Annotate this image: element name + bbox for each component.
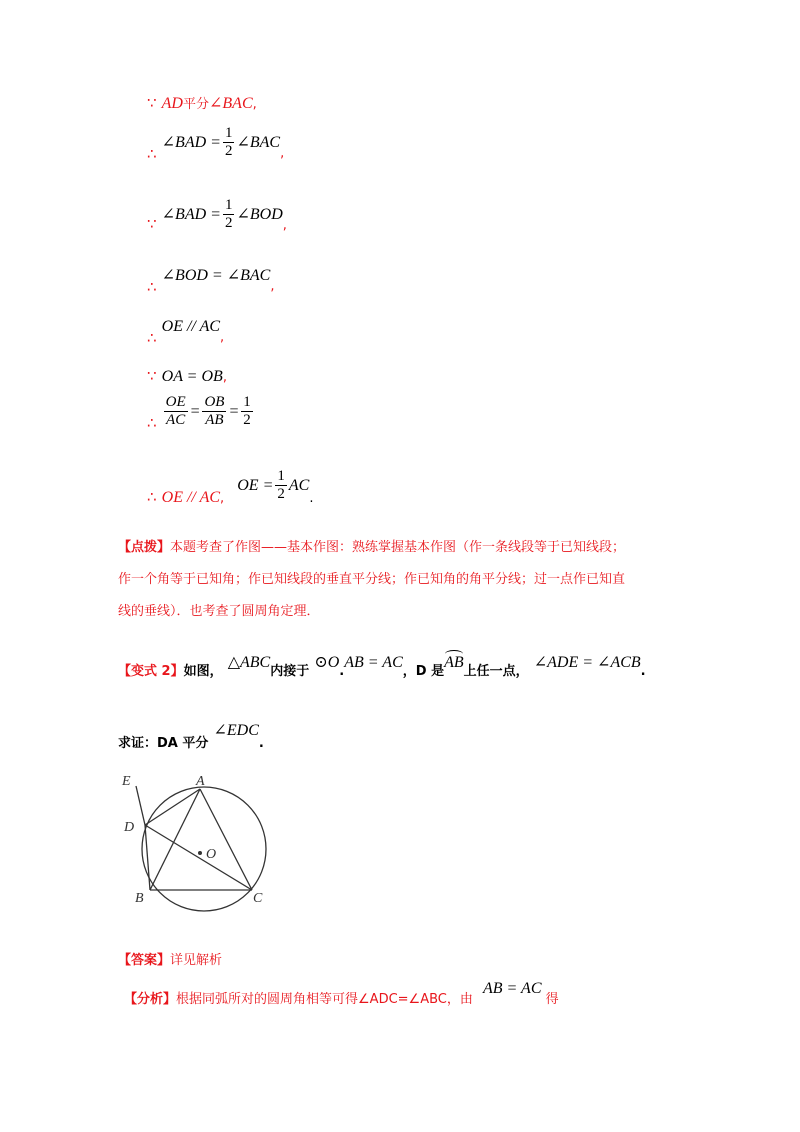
label-e: E: [122, 774, 131, 789]
fraction: $\frac{1}{2}$: [224, 125, 233, 159]
fraction: $\frac{OE}{AC}$: [165, 394, 186, 428]
line-db: [145, 825, 150, 890]
proof-step-3: ∵ ∠BAD = $\frac{1}{2}$ $\angle BOD_,$: [147, 197, 287, 233]
proof-step-4: ∴ ∠BOD = $\angle BAC_,$: [147, 267, 275, 296]
fraction: $\frac{1}{2}$: [243, 394, 251, 428]
answer-line: 【答案】详见解析: [118, 953, 223, 968]
comment-block: [118, 532, 625, 628]
label-d: D: [124, 820, 135, 835]
proof-step-1: ∵ AD平分∠BAC,: [147, 94, 257, 112]
analysis-line: 【分析】根据同弧所对的圆周角相等可得∠ADC=∠ABC，由 AB = AC 得: [124, 980, 559, 1007]
geometry-figure: [112, 768, 272, 918]
comment-line-2: 作一个角等于已知角；作已知线段的垂直平分线；作已知角的角平分线；过一点作已知直: [118, 572, 626, 587]
line-ed: [136, 786, 145, 825]
line-ab: [150, 789, 200, 890]
variant-problem: 【变式 2】如图， △ABC内接于 ⊙O.AB = AC，D 是AB上任一点， ∠ADE = ∠ACB.: [118, 654, 646, 679]
proof-step-7: ∴ $\frac{OE}{AC}$ = $\frac{OB}{AB}$ = $\frac{1}{2}$: [147, 394, 251, 432]
proof-step-8: ∴ OE // $AC_,$ OE = $\frac{1}{2}$ $AC_.$: [147, 468, 314, 506]
circle-o: [142, 787, 266, 911]
proof-step-2: ∴ ∠BAD = $\frac{1}{2}$ $\angle BAC_,$: [147, 125, 285, 163]
fraction: $\frac{1}{2}$: [224, 197, 233, 231]
proof-step-5: ∴ OE // $AC_,$: [147, 318, 225, 347]
label-c: C: [253, 891, 263, 906]
proof-step-6: ∵ OA = OB,: [147, 367, 227, 385]
arc-ab: AB: [444, 654, 464, 671]
comment-line-3: 线的垂线）．也考查了圆周角定理．: [118, 604, 320, 619]
center-point: [198, 851, 202, 855]
prove-statement: $_{求证:DA 平分}$ $\angle EDC_.$: [118, 722, 264, 751]
label-b: B: [135, 891, 144, 906]
label-a: A: [196, 774, 205, 789]
fraction: $\frac{1}{2}$: [277, 468, 285, 502]
comment-line-1: 【点拨】本题考查了作图——基本作图：熟练掌握基本作图（作一条线段等于已知线段；: [118, 540, 626, 555]
fraction: $\frac{OB}{AB}$: [204, 394, 225, 428]
label-o: O: [206, 847, 217, 862]
